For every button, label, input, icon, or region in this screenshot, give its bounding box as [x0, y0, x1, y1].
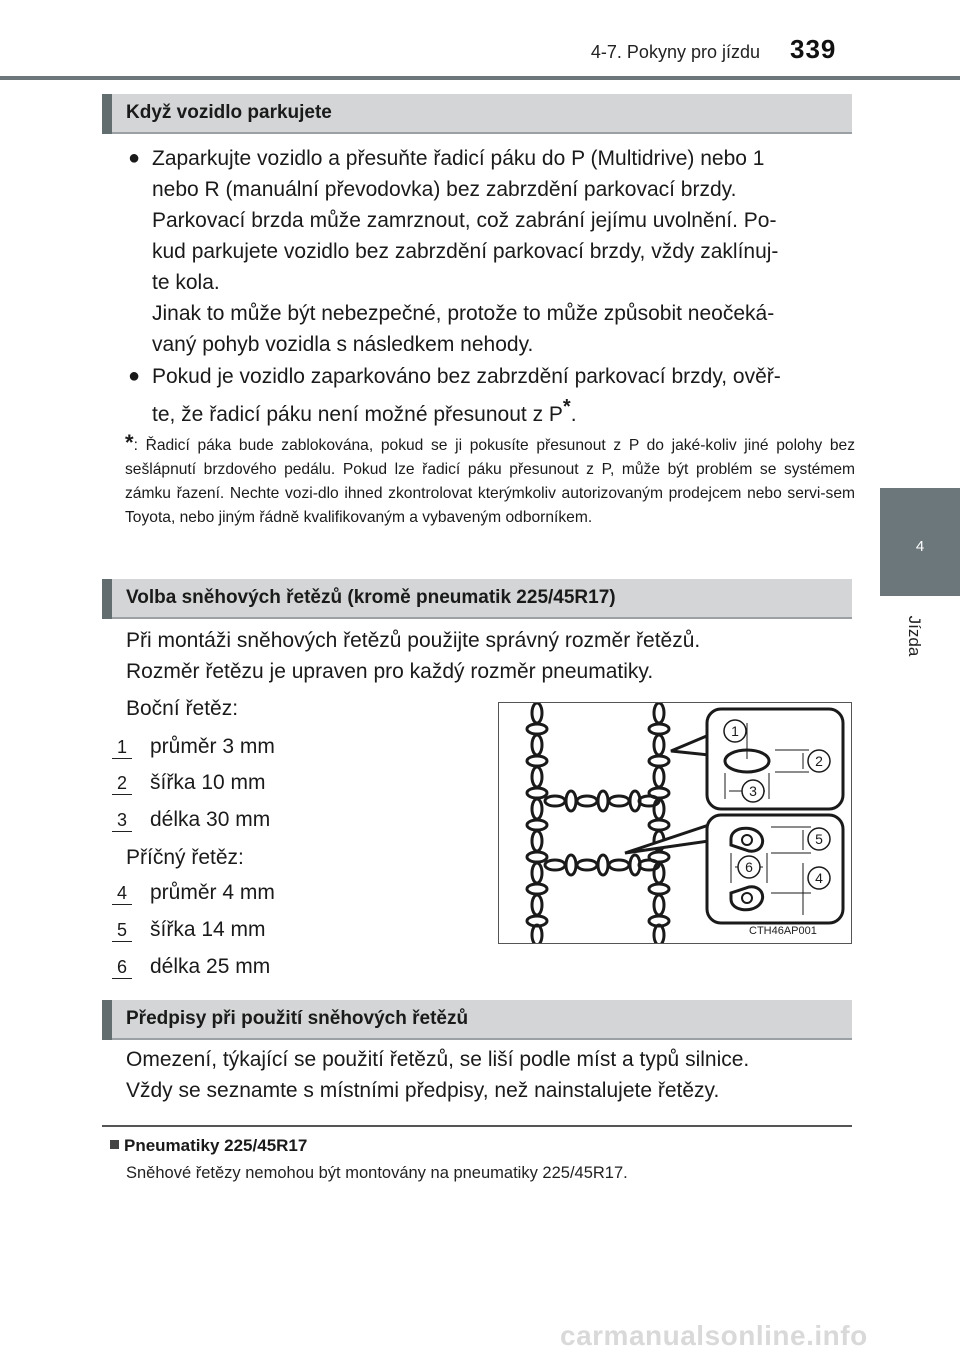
parking-bullet-1-line: vaný pohyb vozidla s následkem nehody.: [152, 333, 534, 356]
svg-text:4: 4: [815, 870, 823, 886]
side-chain-left: [527, 703, 547, 943]
chapter-label: Jízda: [905, 615, 924, 657]
section-header-regulations: [102, 1000, 852, 1040]
section-title-chains: Volba sněhových řetězů (kromě pneumatik 225/45R17): [126, 587, 616, 608]
section-header-bar: [102, 579, 112, 619]
parking-bullet-1-line: Parkovací brzda může zamrznout, což zabrání jejímu uvolnění. Po-: [152, 209, 777, 232]
regulations-line: Vždy se seznamte s místními předpisy, než nainstalujete řetězy.: [126, 1079, 720, 1102]
parking-bullet-1-line: Zaparkujte vozidlo a přesuňte řadicí páku do P (Multidrive) nebo 1: [152, 147, 765, 170]
svg-text:3: 3: [749, 783, 757, 799]
spec-text: délka 30 mm: [150, 808, 271, 831]
spec-number: 5: [112, 919, 132, 942]
section-header-parking: [102, 94, 852, 134]
snow-chain-illustration: [499, 703, 851, 943]
spec-text: šířka 10 mm: [150, 771, 266, 794]
note-heading: [110, 1136, 307, 1156]
section-title-regulations: Předpisy při použití sněhových řetězů: [126, 1008, 469, 1029]
cross-chain-label: Příčný řetěz:: [126, 846, 244, 869]
footnote-colon: :: [133, 437, 138, 454]
chapter-number: 4: [915, 538, 925, 555]
regulations-text: [126, 1044, 846, 1106]
svg-text:2: 2: [815, 753, 823, 769]
cross-chain-bottom: [545, 855, 659, 875]
bullet-icon: ●: [128, 147, 141, 169]
spec-text: průměr 4 mm: [150, 881, 275, 904]
parking-bullet-1-line: nebo R (manuální převodovka) bez zabrzdění parkovací brzdy.: [152, 178, 737, 201]
spec-number: 1: [112, 736, 132, 759]
regulations-line: Omezení, týkající se použití řetězů, se liší podle míst a typů silnice.: [126, 1048, 750, 1071]
header-rule: [0, 76, 960, 80]
section-divider: [102, 1125, 852, 1127]
bullet-icon: ●: [128, 365, 141, 387]
parking-bullet-1-line: te kola.: [152, 271, 220, 294]
section-header-bar: [102, 94, 112, 134]
footnote-marker: *: [125, 430, 134, 455]
section-title-parking: Když vozidlo parkujete: [126, 102, 332, 123]
side-chain-label: Boční řetěz:: [126, 697, 239, 720]
chains-intro: [126, 625, 846, 687]
parking-bullet-2-end: .: [570, 403, 577, 426]
parking-bullet-2-line: Pokud je vozidlo zaparkováno bez zabrzdění parkovací brzdy, ověř-: [152, 365, 781, 388]
chains-intro-line: Rozměr řetězu je upraven pro každý rozměr pneumatiky.: [126, 660, 654, 683]
parking-bullet-2-text: te, že řadicí páku není možné přesunout z P: [152, 403, 563, 426]
figure-code: CTH46AP001: [749, 925, 817, 937]
svg-text:6: 6: [745, 859, 753, 875]
parking-bullet-1-line: kud parkujete vozidlo bez zabrzdění parkovací brzdy, vždy zaklínuj-: [152, 240, 779, 263]
callout-pointer-upper: [671, 735, 709, 755]
spec-number: 4: [112, 882, 132, 905]
parking-bullet-1-line: Jinak to může být nebezpečné, protože to může způsobit neočeká-: [152, 302, 775, 325]
cross-chain-top: [545, 791, 659, 811]
footnote-text: Řadicí páka bude zablokována, pokud se ji pokusíte přesunout z P do jaké-koliv jiné polohy bez sešlápnutí brzdového pedálu. Pokud lze řadicí páku přesunout z P, může být problém se systémem zámku řazení. Nechte vozi-dlo ihned zkontrolovat kterýmkoliv autorizovaným prodejcem nebo servi-sem Toyota, nebo jiným řádně kvalifikovaným a vybaveným odborníkem.: [125, 437, 855, 526]
spec-text: délka 25 mm: [150, 955, 271, 978]
chapter-tab: [880, 488, 960, 596]
snow-chain-figure: [498, 702, 852, 944]
footnote-star: *: [562, 396, 571, 418]
watermark: carmanualsonline.info: [560, 1320, 868, 1351]
parking-bullet-2-line: [152, 392, 842, 430]
header-section-title: 4-7. Pokyny pro jízdu: [590, 42, 760, 62]
chapter-label-box: [904, 606, 924, 666]
svg-text:1: 1: [731, 723, 739, 739]
side-chain-right: [649, 703, 669, 943]
spec-number: 2: [112, 772, 132, 795]
parking-bullet-1: [152, 143, 842, 360]
section-header-bar: [102, 1000, 112, 1040]
footnote: [125, 431, 855, 530]
spec-text: průměr 3 mm: [150, 735, 275, 758]
chains-intro-line: Při montáži sněhových řetězů použijte správný rozměr řetězů.: [126, 629, 701, 652]
spec-number: 6: [112, 956, 132, 979]
note-text: Sněhové řetězy nemohou být montovány na pneumatiky 225/45R17.: [126, 1164, 628, 1182]
svg-text:5: 5: [815, 831, 823, 847]
spec-text: šířka 14 mm: [150, 918, 266, 941]
section-header-chains: [102, 579, 852, 619]
page-number: 339: [790, 34, 837, 64]
spec-number: 3: [112, 809, 132, 832]
square-bullet-icon: [110, 1140, 119, 1149]
parking-bullet-2: [152, 361, 842, 430]
note-heading-text: Pneumatiky 225/45R17: [124, 1136, 308, 1155]
